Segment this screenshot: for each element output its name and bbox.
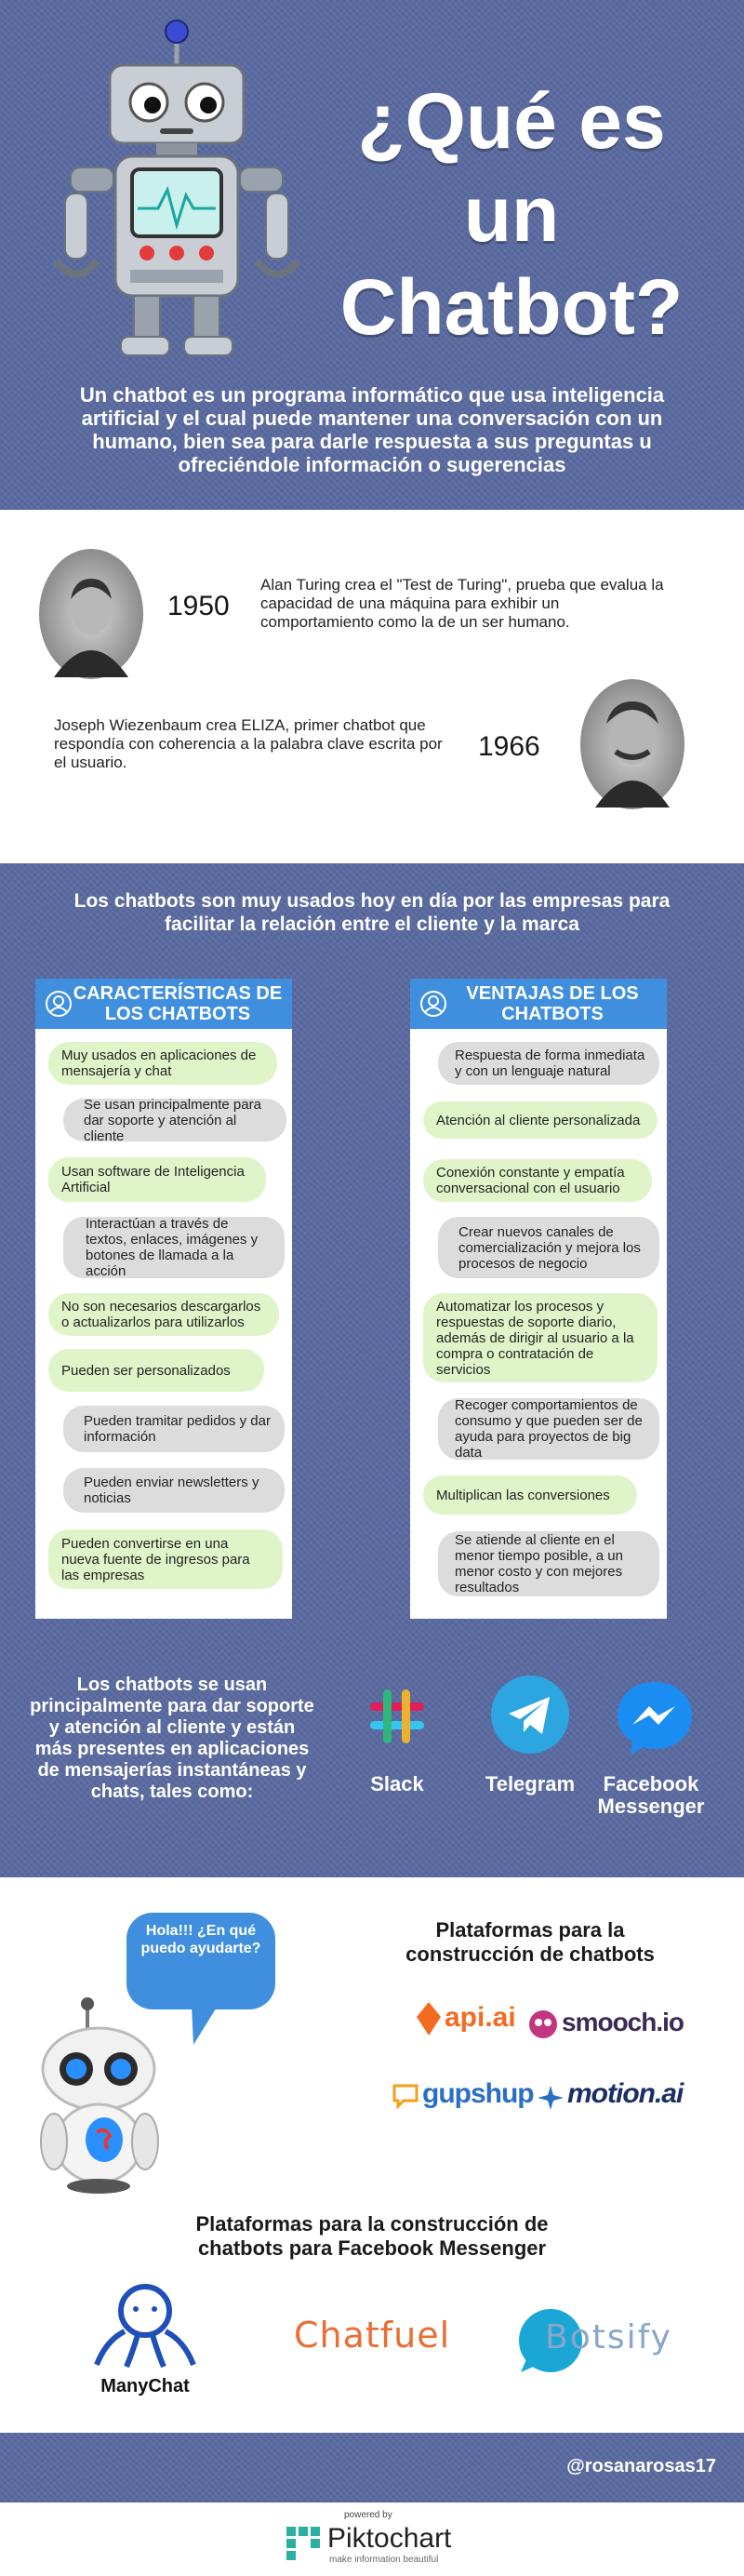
api-ai-logo-icon [415, 2000, 443, 2037]
usage-intro: Los chatbots son muy usados hoy en día por las empresas para facilitar la relación entre el cliente y la marca [73, 890, 671, 935]
characteristics-panel [35, 1029, 292, 1619]
alan-turing-portrait [37, 547, 145, 681]
bubble-text: Hola!!! ¿En qué puedo ayudarte? [140, 1923, 261, 1956]
fb-platforms-title: Plataformas para la construcción de chatbots para Facebook Messenger [195, 2212, 549, 2260]
motion-ai-logo-icon [536, 2084, 565, 2112]
characteristic-item: Interactúan a través de textos, enlaces, imágenes y botones de llamada a la acción [63, 1217, 285, 1278]
advantage-item: Crear nuevos canales de comercialización y mejora los procesos de negocio [438, 1217, 659, 1278]
platforms-section [0, 1877, 744, 2433]
user-icon [45, 990, 73, 1018]
history-section [0, 510, 744, 863]
characteristic-item: Se usan principalmente para dar soporte y atención al cliente [63, 1099, 286, 1141]
characteristics-header [35, 979, 292, 1029]
characteristics-title: CARACTERÍSTICAS DE LOS CHATBOTS [73, 983, 283, 1024]
advantage-item: Respuesta de forma inmediata y con un lenguaje natural [438, 1042, 659, 1085]
advantage-item: Atención al cliente personalizada [423, 1101, 658, 1139]
logo-botsify: Botsify [545, 2318, 672, 2356]
slack-icon [359, 1678, 435, 1755]
apps-text: Los chatbots se usan principalmente para dar soporte y atención al cliente y están más presentes en aplicaciones de mensajerías instantáneas y chats, tales como: [30, 1675, 314, 1802]
piktochart-tagline: make information beautiful [329, 2555, 439, 2565]
powered-by-label: powered by [344, 2510, 392, 2520]
platforms-title: Plataformas para la construcción de chatbots [405, 1918, 655, 1966]
characteristic-item: Muy usados en aplicaciones de mensajería y chat [48, 1042, 277, 1085]
characteristic-item: Pueden tramitar pedidos y dar información [63, 1406, 285, 1452]
characteristic-item: Pueden enviar newsletters y noticias [63, 1468, 285, 1513]
advantage-item: Automatizar los procesos y respuestas de soporte diario, además de dirigir al usuario a la compra o contratación de servicios [423, 1293, 658, 1382]
logo-motion-ai: motion.ai [567, 2078, 684, 2109]
app-label-facebook-messenger: Facebook Messenger [597, 1772, 705, 1818]
advantage-item: Se atiende al cliente en el menor tiempo posible, a un menor costo y con mejores resultados [438, 1531, 659, 1596]
smooch-logo-icon [528, 2009, 558, 2039]
logo-manychat: ManyChat [100, 2376, 190, 2396]
characteristic-item: No son necesarios descargarlos o actualizarlos para utilizarlos [48, 1293, 279, 1336]
white-robot-illustration [20, 1980, 179, 2196]
footer [0, 2503, 744, 2576]
author-handle: @rosanarosas17 [566, 2456, 716, 2476]
page-title [307, 74, 716, 354]
logo-gupshup: gupshup [422, 2078, 534, 2109]
app-label-telegram: Telegram [485, 1772, 576, 1795]
hero-intro: Un chatbot es un programa informático que usa inteligencia artificial y el cual puede mantener una conversación con un humano, bien sea para darle respuesta a sus preguntas u ofreciéndole información o sugerencias [79, 383, 665, 476]
telegram-icon [490, 1675, 570, 1755]
advantages-title: VENTAJAS DE LOS CHATBOTS [466, 983, 639, 1024]
messenger-icon [614, 1678, 696, 1756]
logo-chatfuel: Chatfuel [294, 2315, 451, 2356]
robot-illustration [37, 9, 316, 363]
advantage-item: Multiplican las conversiones [423, 1475, 637, 1515]
characteristic-item: Pueden convertirse en una nueva fuente de ingresos para las empresas [48, 1529, 283, 1589]
title-line-2: Chatbot? [339, 263, 684, 351]
title-line-1: ¿Qué es un [357, 77, 666, 258]
app-label-slack: Slack [370, 1772, 424, 1795]
manychat-logo-icon [87, 2283, 203, 2372]
advantage-item: Conexión constante y empatía conversacional con el usuario [423, 1159, 652, 1202]
advantages-header [410, 979, 667, 1029]
advantage-item: Recoger comportamientos de consumo y que pueden ser de ayuda para proyectos de big data [438, 1398, 659, 1460]
piktochart-brand: Piktochart [327, 2523, 452, 2554]
piktochart-logo-icon [285, 2525, 322, 2562]
hero-section [0, 0, 744, 510]
history-year-1950: 1950 [167, 591, 230, 621]
handle-bar [0, 2433, 744, 2503]
joseph-weizenbaum-portrait [578, 677, 686, 811]
history-text-1966: Joseph Wiezenbaum crea ELIZA, primer chatbot que respondía con coherencia a la palabra clave escrita por el usuario. [54, 716, 443, 771]
user-icon [419, 990, 447, 1018]
gupshup-logo-icon [391, 2082, 420, 2110]
advantages-panel [410, 1029, 667, 1619]
history-text-1950: Alan Turing crea el "Test de Turing", prueba que evalua la capacidad de una máquina para exhibir un comportamiento como la de un ser humano. [260, 576, 664, 631]
characteristic-item: Usan software de Inteligencia Artificial [48, 1157, 266, 1202]
logo-smooch-io: smooch.io [562, 2008, 684, 2036]
logo-api-ai: api.ai [445, 2002, 516, 2033]
history-year-1966: 1966 [478, 731, 540, 762]
characteristic-item: Pueden ser personalizados [48, 1349, 264, 1392]
